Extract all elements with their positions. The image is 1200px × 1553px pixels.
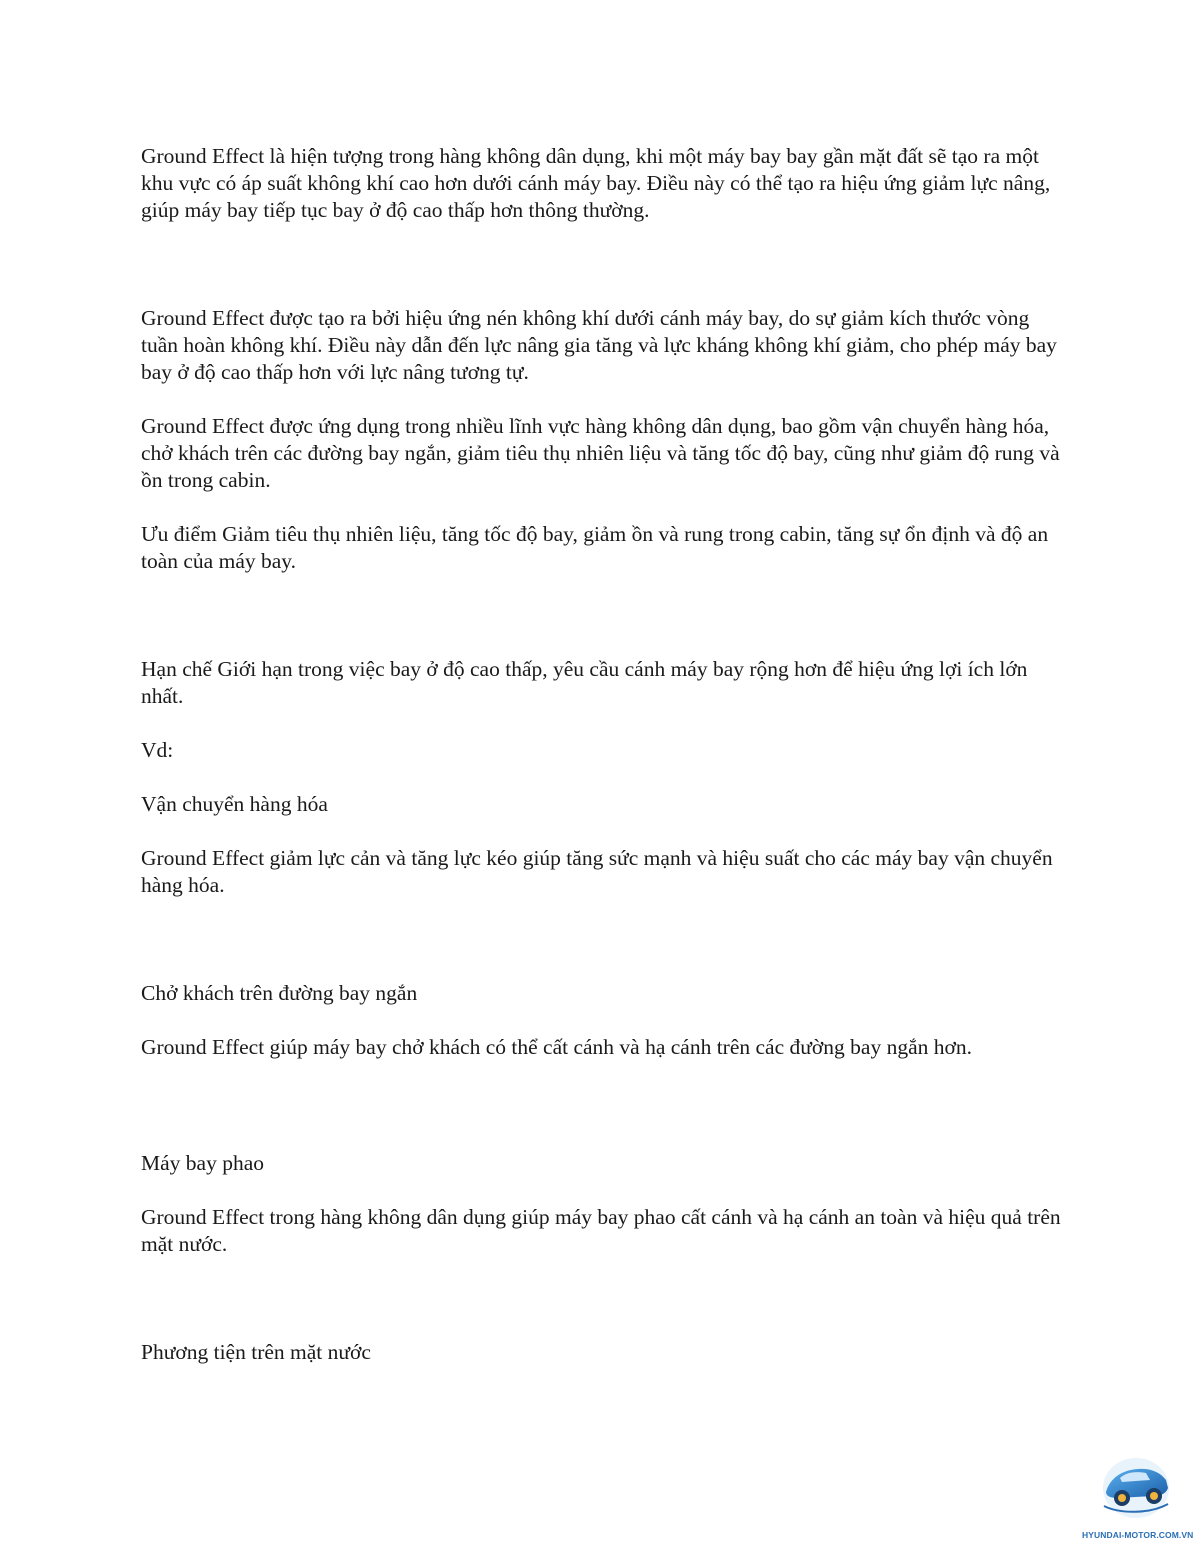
- watermark-logo: [1082, 1448, 1194, 1548]
- paragraph-short-routes: Ground Effect giúp máy bay chở khách có thể cất cánh và hạ cánh trên các đường bay ngắn hơn.: [141, 1035, 972, 1059]
- paragraph-limitations: Hạn chế Giới hạn trong việc bay ở độ cao thấp, yêu cầu cánh máy bay rộng hơn để hiệu ứng lợi ích lớn nhất.: [141, 657, 1028, 708]
- heading-cargo: Vận chuyển hàng hóa: [141, 792, 328, 816]
- paragraph-example-label: Vd:: [141, 738, 174, 762]
- car-logo-icon: [1100, 1448, 1172, 1528]
- paragraph-advantages: Ưu điểm Giảm tiêu thụ nhiên liệu, tăng tốc độ bay, giảm ồn và rung trong cabin, tăng sự ổn định và độ an toàn của máy bay.: [141, 522, 1049, 573]
- heading-short-routes: Chở khách trên đường bay ngắn: [141, 981, 418, 1005]
- paragraph-seaplane: Ground Effect trong hàng không dân dụng giúp máy bay phao cất cánh và hạ cánh an toàn và hiệu quả trên mặt nước.: [141, 1205, 1061, 1256]
- paragraph-applications: Ground Effect được ứng dụng trong nhiều lĩnh vực hàng không dân dụng, bao gồm vận chuyển hàng hóa, chở khách trên các đường bay ngắn, giảm tiêu thụ nhiên liệu và tăng tốc độ bay, cũng như giảm độ rung và ồn trong cabin.: [141, 414, 1060, 492]
- paragraph-intro: Ground Effect là hiện tượng trong hàng không dân dụng, khi một máy bay bay gần mặt đất sẽ tạo ra một khu vực có áp suất không khí cao hơn dưới cánh máy bay. Điều này có thể tạo ra hiệu ứng giảm lực nâng, giúp máy bay tiếp tục bay ở độ cao thấp hơn thông thường.: [141, 144, 1051, 222]
- paragraph-cause: Ground Effect được tạo ra bởi hiệu ứng nén không khí dưới cánh máy bay, do sự giảm kích thước vòng tuần hoàn không khí. Điều này dẫn đến lực nâng gia tăng và lực kháng không khí giảm, cho phép máy bay bay ở độ cao thấp hơn với lực nâng tương tự.: [141, 306, 1057, 384]
- paragraph-cargo: Ground Effect giảm lực cản và tăng lực kéo giúp tăng sức mạnh và hiệu suất cho các máy bay vận chuyển hàng hóa.: [141, 846, 1053, 897]
- watermark-text: HYUNDAI-MOTOR.COM.VN: [1082, 1530, 1194, 1540]
- heading-watercraft: Phương tiện trên mặt nước: [141, 1340, 371, 1364]
- heading-seaplane: Máy bay phao: [141, 1151, 264, 1175]
